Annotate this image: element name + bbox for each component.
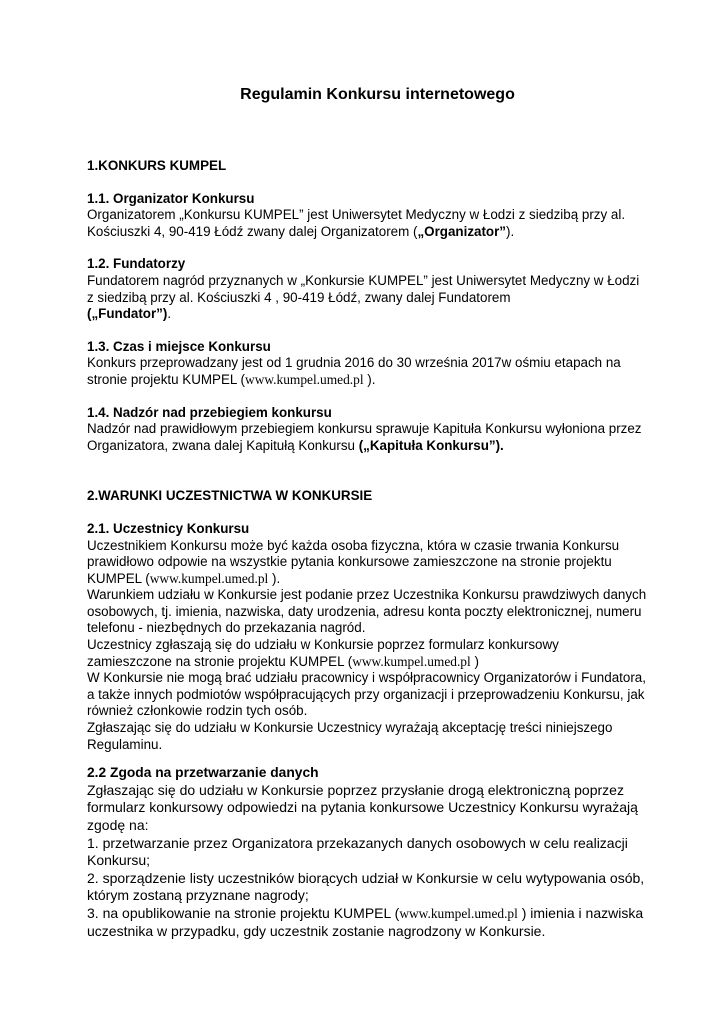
organizer-term: „Organizator” [417,223,507,239]
section-2-2-heading: 2.2 Zgoda na przetwarzanie danych [87,765,319,781]
time-place-text: Konkurs przeprowadzany jest od 1 grudnia 2016 do 30 września 2017w ośmiu etapach na stronie projektu KUMPEL ( [87,355,621,387]
participants-text-3: Uczestnicy zgłaszają się do udziału w Konkursie poprzez formularz konkursowy zamieszczone na stronie projektu KUMPEL ( [87,637,559,669]
organizer-end: ). [506,223,515,239]
participants-paragraph-1 [87,538,647,588]
kumpel-link[interactable]: www.kumpel.umed.pl [149,570,269,586]
kumpel-link[interactable]: www.kumpel.umed.pl [399,905,518,921]
document-title: Regulamin Konkursu internetowego [240,86,515,103]
consent-item-3 [87,905,647,940]
founder-text: Fundatorem nagród przyznanych w „Konkursie KUMPEL” jest Uniwersytet Medyczny w Łodzi z siedzibą przy al. Kościuszki 4 , 90-419 Łódź, zwany dalej Fundatorem [87,272,640,305]
section-1-3-text [87,355,647,388]
document-body [87,158,647,940]
consent-item-3-text: 3. na opublikowanie na stronie projektu KUMPEL ( [87,904,400,921]
organizer-text: Organizatorem „Konkursu KUMPEL” jest Uniwersytet Medyczny w Łodzi z siedzibą przy al. Kościuszki 4, 90-419 Łódź zwany dalej Organizatorem ( [87,207,626,239]
section-1-heading: 1.KONKURS KUMPEL [87,158,227,173]
supervision-term: („Kapituła Konkursu”). [358,437,504,453]
consent-intro: Zgłaszając się do udziału w Konkursie poprzez przysłanie drogą elektroniczną poprzez formularz konkursowy odpowiedzi na pytania konkursowe Uczestnicy Konkursu wyrażają zgodę na: [87,781,638,833]
kumpel-link[interactable]: www.kumpel.umed.pl [352,653,471,669]
section-2-1-heading: 2.1. Uczestnicy Konkursu [87,520,250,536]
participants-paragraph-3 [87,637,647,670]
section-1-1-heading: 1.1. Organizator Konkursu [87,190,255,206]
section-1-3-heading: 1.3. Czas i miejsce Konkursu [87,338,271,354]
participants-paragraph-4: W Konkursie nie mogą brać udziału pracownicy i współpracownicy Organizatorów i Fundatora, a także innych podmiotów współpracujących przy organizacji i przeprowadzeniu Konkursu, jak również członkowie rodzin tych osób. [87,670,646,719]
section-1-2-text [87,273,647,323]
participants-paragraph-2: Warunkiem udziału w Konkursie jest podanie przez Uczestnika Konkursu prawdziwych danych osobowych, tj. imienia, nazwiska, daty urodzenia, adresu konta poczty elektronicznej, numeru telefonu - niezbędnych do przekazania nagród. [87,587,647,636]
participants-paragraph-5: Zgłaszając się do udziału w Konkursie Uczestnicy wyrażają akceptację treści niniejszego Regulaminu. [87,720,613,752]
kumpel-link[interactable]: www.kumpel.umed.pl [245,371,364,387]
consent-item-2: 2. sporządzenie listy uczestników biorących udział w Konkursie w celu wytypowania osób, którym zostaną przyznane nagrody; [87,869,645,904]
section-1-2-heading: 1.2. Fundatorzy [87,256,186,272]
section-1-4-heading: 1.4. Nadzór nad przebiegiem konkursu [87,404,332,420]
section-2-heading: 2.WARUNKI UCZESTNICTWA W KONKURSIE [87,488,373,504]
consent-item-1: 1. przetwarzanie przez Organizatora przekazanych danych osobowych w celu realizacji Konkursu; [87,834,628,869]
founder-term: („Fundator”) [87,306,168,322]
participants-end-3: ) [470,653,479,669]
time-place-end: ). [363,371,376,387]
participants-end-1: ). [268,570,281,586]
section-2-2 [87,764,647,940]
participants-text-1: Uczestnikiem Konkursu może być każda osoba fizyczna, która w czasie trwania Konkursu prawidłowo odpowie na wszystkie pytania konkursowe zamieszczone na stronie projektu KUMPEL ( [87,537,620,586]
supervision-text: Nadzór nad prawidłowym przebiegiem konkursu sprawuje Kapituła Konkursu wyłoniona przez Organizatora, zwana dalej Kapitułą Konkursu [87,421,642,453]
founder-end: . [167,306,172,322]
consent-item-3-end: ) imienia i nazwiska uczestnika w przypadku, gdy uczestnik zostanie nagrodzony w Konkursie. [87,904,644,939]
section-1-1-text [87,207,647,240]
section-1-4-text [87,421,647,454]
